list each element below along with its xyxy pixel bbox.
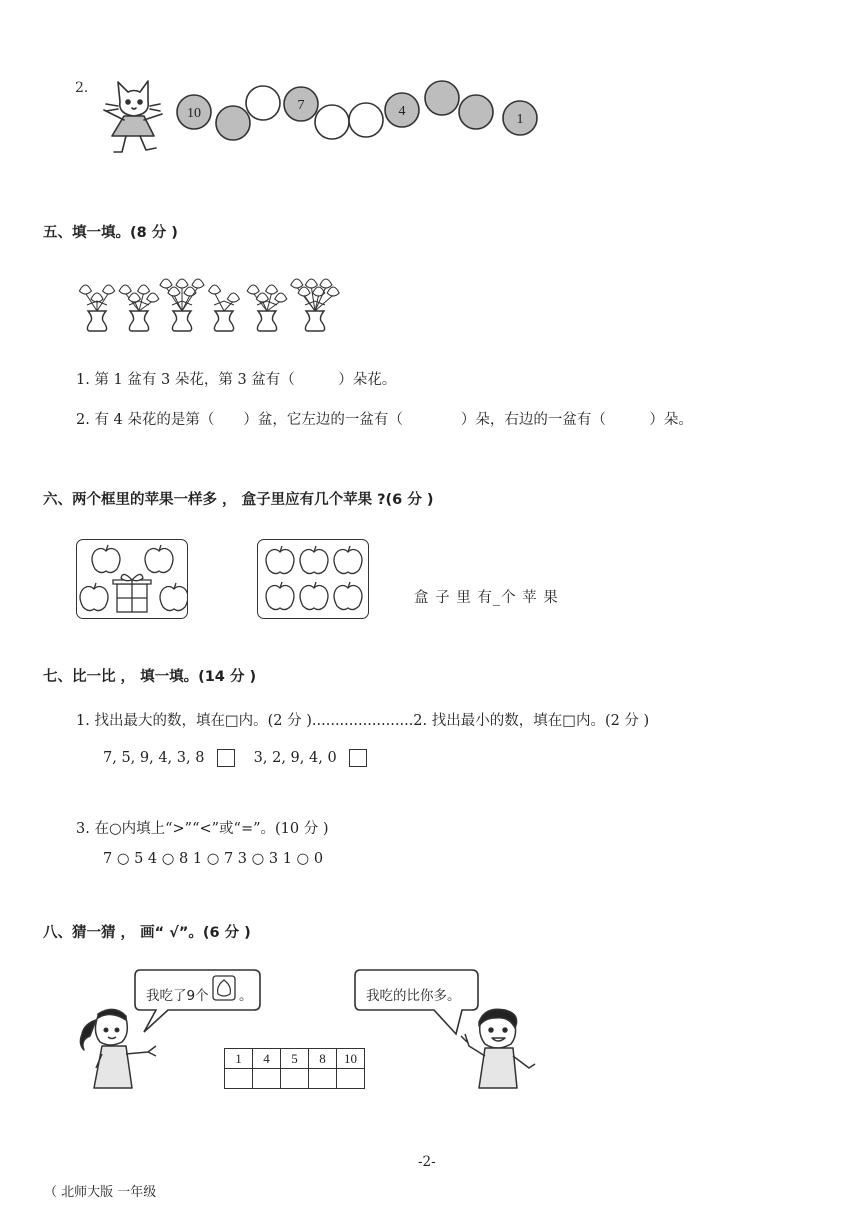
bead-5[interactable] [315,105,349,139]
section-5-q1: 1. 第 1 盆有 3 朵花，第 3 盆有（ ）朵花。 [76,372,397,388]
section-6-title: 六、两个框里的苹果一样多 ， 盒子里应有几个苹果 ?(6 分 ) [43,492,434,508]
section-7-title: 七、比一比 ， 填一填。(14 分 ) [43,669,257,685]
apples-with-gift-box [77,540,187,618]
compare-line: 7 ○ 5 4 ○ 8 1 ○ 7 3 ○ 3 1 ○ 0 [103,851,324,867]
flower-vases [75,265,345,337]
sequence-1: 7, 5, 9, 4, 3, 8 [103,750,205,766]
section-5-title: 五、填一填。(8 分 ) [43,225,178,241]
check-cell-1[interactable] [225,1069,253,1089]
edition-label: （ 北师大版 一年级 [44,1185,157,1200]
apple-icon [334,546,362,574]
flower-icon [266,285,278,294]
gift-box [113,574,151,612]
section-5-q2: 2. 有 4 朵花的是第（ ）盆，它左边的一盆有（ ）朵，右边的一盆有（ ）朵。 [76,412,693,428]
bead-label-7: 4 [398,104,406,119]
flower-icon [103,285,115,294]
bead-10 [503,101,537,135]
bead-7 [385,93,419,127]
apple-icon [300,546,328,574]
flower-icon [79,285,91,294]
vase-2 [119,285,159,331]
bead-8[interactable] [425,81,459,115]
vase-1 [79,285,114,331]
check-cell-4[interactable] [253,1069,281,1089]
flower-icon [147,293,159,302]
flower-icon [320,279,332,288]
girl-illustration [70,1004,170,1094]
flower-icon [160,279,172,288]
bead-label-4: 7 [297,98,305,113]
bead-label-10: 1 [516,112,524,127]
page-number: -2- [418,1154,436,1170]
flower-icon [247,285,259,294]
boy-illustration [455,1004,545,1094]
flower-icon [184,287,196,296]
apple-icon [80,583,108,611]
flower-icon [138,285,150,294]
flower-icon [275,293,287,302]
flower-icon [192,279,204,288]
flower-icon [168,287,180,296]
apple-icon [145,545,173,573]
flower-icon [209,285,221,294]
girl-speech-end: 。 [239,988,253,1004]
number-table [224,1048,365,1089]
apple-icon [266,582,294,610]
vase-5 [247,285,287,331]
question-number: 2. [75,80,89,96]
answer-box-max[interactable] [217,749,235,767]
table-number-cell: 5 [281,1049,309,1069]
bead-label-1: 10 [187,106,201,121]
section-8-title: 八、猜一猜 ， 画“ √”。(6 分 ) [43,925,251,941]
table-number-cell: 4 [253,1049,281,1069]
bead-chain [170,78,550,146]
flower-icon [291,279,303,288]
flower-icon [305,279,317,288]
vase-4 [209,285,240,331]
apple-icon [92,545,120,573]
table-number-cell: 8 [309,1049,337,1069]
flower-icon [176,279,188,288]
girl-speech-text: 我吃了9个 [146,988,209,1004]
table-number-cell: 1 [225,1049,253,1069]
check-cell-8[interactable] [309,1069,337,1089]
six-apples [258,540,368,618]
apple-frame-left [76,539,188,619]
section-6-answer-line: 盒 子 里 有_个 苹 果 [414,590,559,606]
apple-icon [334,582,362,610]
vase-6 [291,279,339,331]
sequence-2: 3, 2, 9, 4, 0 [253,750,337,766]
table-number-cell: 10 [337,1049,365,1069]
apple-icon [300,582,328,610]
answer-box-min[interactable] [349,749,367,767]
bead-3[interactable] [246,86,280,120]
bead-1 [177,95,211,129]
cat-illustration [98,72,168,158]
apple-icon [160,583,187,611]
vase-3 [160,279,204,331]
bead-4 [284,87,318,121]
flower-icon [227,293,239,302]
sequence-row [103,749,367,767]
bead-2[interactable] [216,106,250,140]
check-cell-5[interactable] [281,1069,309,1089]
flower-icon [119,285,131,294]
apple-icon [266,546,294,574]
apple-frame-right [257,539,369,619]
bead-9[interactable] [459,95,493,129]
section-7-q1: 1. 找出最大的数，填在□内。(2 分 )......................2. 找出最小的数，填在□内。(2 分 ) [76,713,650,729]
flower-icon [327,287,339,296]
check-cell-10[interactable] [337,1069,365,1089]
section-7-q3: 3. 在○内填上“>”“<”或“=”。(10 分 ) [76,821,329,837]
boy-speech-text: 我吃的比你多。 [366,988,461,1004]
flower-icon [298,287,310,296]
bead-6[interactable] [349,103,383,137]
